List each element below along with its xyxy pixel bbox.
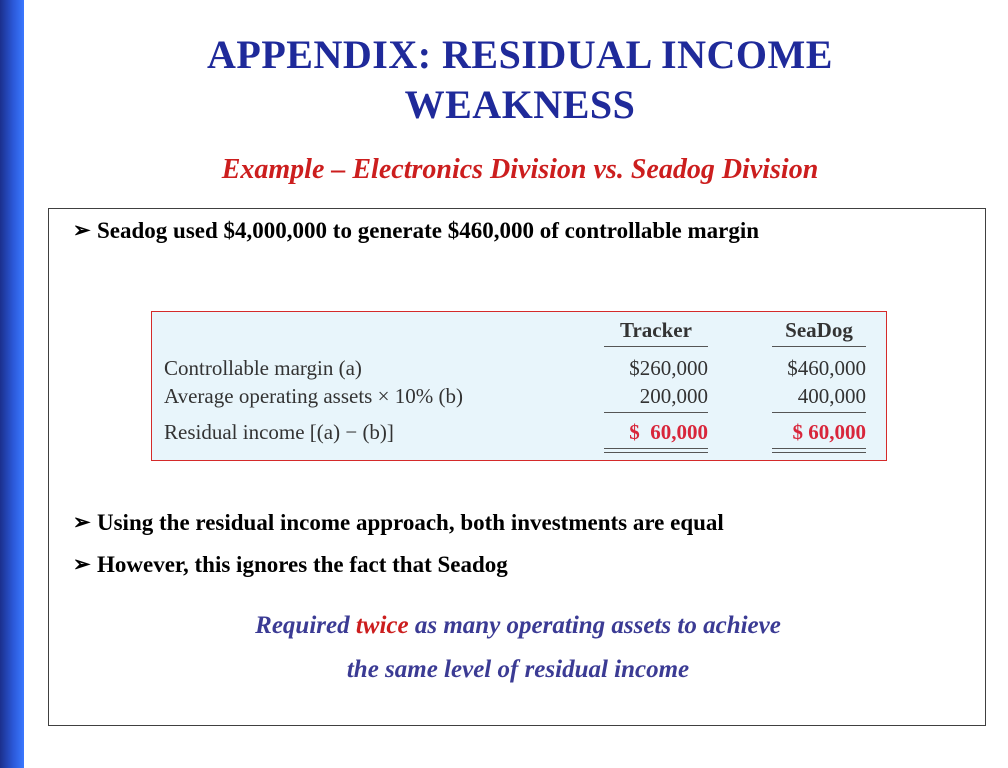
header-underline (772, 346, 866, 347)
column-header-tracker (604, 318, 708, 347)
tracker-operating-assets: 200,000 (639, 384, 708, 408)
column-header-seadog-label: SeaDog (785, 318, 853, 342)
emphasis-line-1 (49, 611, 987, 641)
residual-income-table (151, 311, 887, 461)
bullet-item (73, 551, 975, 578)
emphasis-pre: Required (255, 612, 356, 639)
row-label-controllable-margin: Controllable margin (a) (164, 356, 362, 380)
arrow-bullet-icon: ➢ (73, 552, 91, 576)
emphasis-highlight: twice (355, 612, 409, 639)
slide-subtitle: Example – Electronics Division vs. Seadog Division (221, 154, 819, 185)
slide-title (60, 30, 980, 130)
subtotal-rule (772, 412, 866, 413)
total-double-rule (772, 448, 866, 453)
bullet-text: However, this ignores the fact that Seadog (97, 552, 508, 577)
emphasis-post: as many operating assets to achieve (408, 612, 781, 639)
seadog-controllable-margin: $460,000 (787, 356, 866, 380)
subtotal-rule (604, 412, 708, 413)
row-label-operating-assets: Average operating assets × 10% (b) (164, 384, 463, 408)
bullet-item (73, 509, 975, 536)
row-label-residual-income: Residual income [(a) − (b)] (164, 420, 394, 444)
arrow-bullet-icon: ➢ (73, 510, 91, 534)
seadog-operating-assets: 400,000 (797, 384, 866, 408)
title-line-1: APPENDIX: RESIDUAL INCOME (207, 32, 833, 77)
tracker-controllable-margin: $260,000 (629, 356, 708, 380)
title-line-2: WEAKNESS (404, 82, 636, 127)
seadog-residual-income: $ 60,000 (792, 420, 866, 444)
header-underline (604, 346, 708, 347)
bullet-item (73, 217, 975, 244)
side-accent-bar (0, 0, 24, 768)
arrow-bullet-icon: ➢ (73, 218, 91, 242)
total-double-rule (604, 448, 708, 453)
column-header-seadog (772, 318, 866, 347)
column-header-tracker-label: Tracker (620, 318, 692, 342)
bullet-text: Using the residual income approach, both investments are equal (97, 510, 724, 535)
content-box (48, 208, 986, 726)
tracker-residual-income: $ 60,000 (629, 420, 708, 444)
bullet-text: Seadog used $4,000,000 to generate $460,000 of controllable margin (97, 218, 760, 243)
emphasis-line-2: the same level of residual income (346, 656, 690, 683)
